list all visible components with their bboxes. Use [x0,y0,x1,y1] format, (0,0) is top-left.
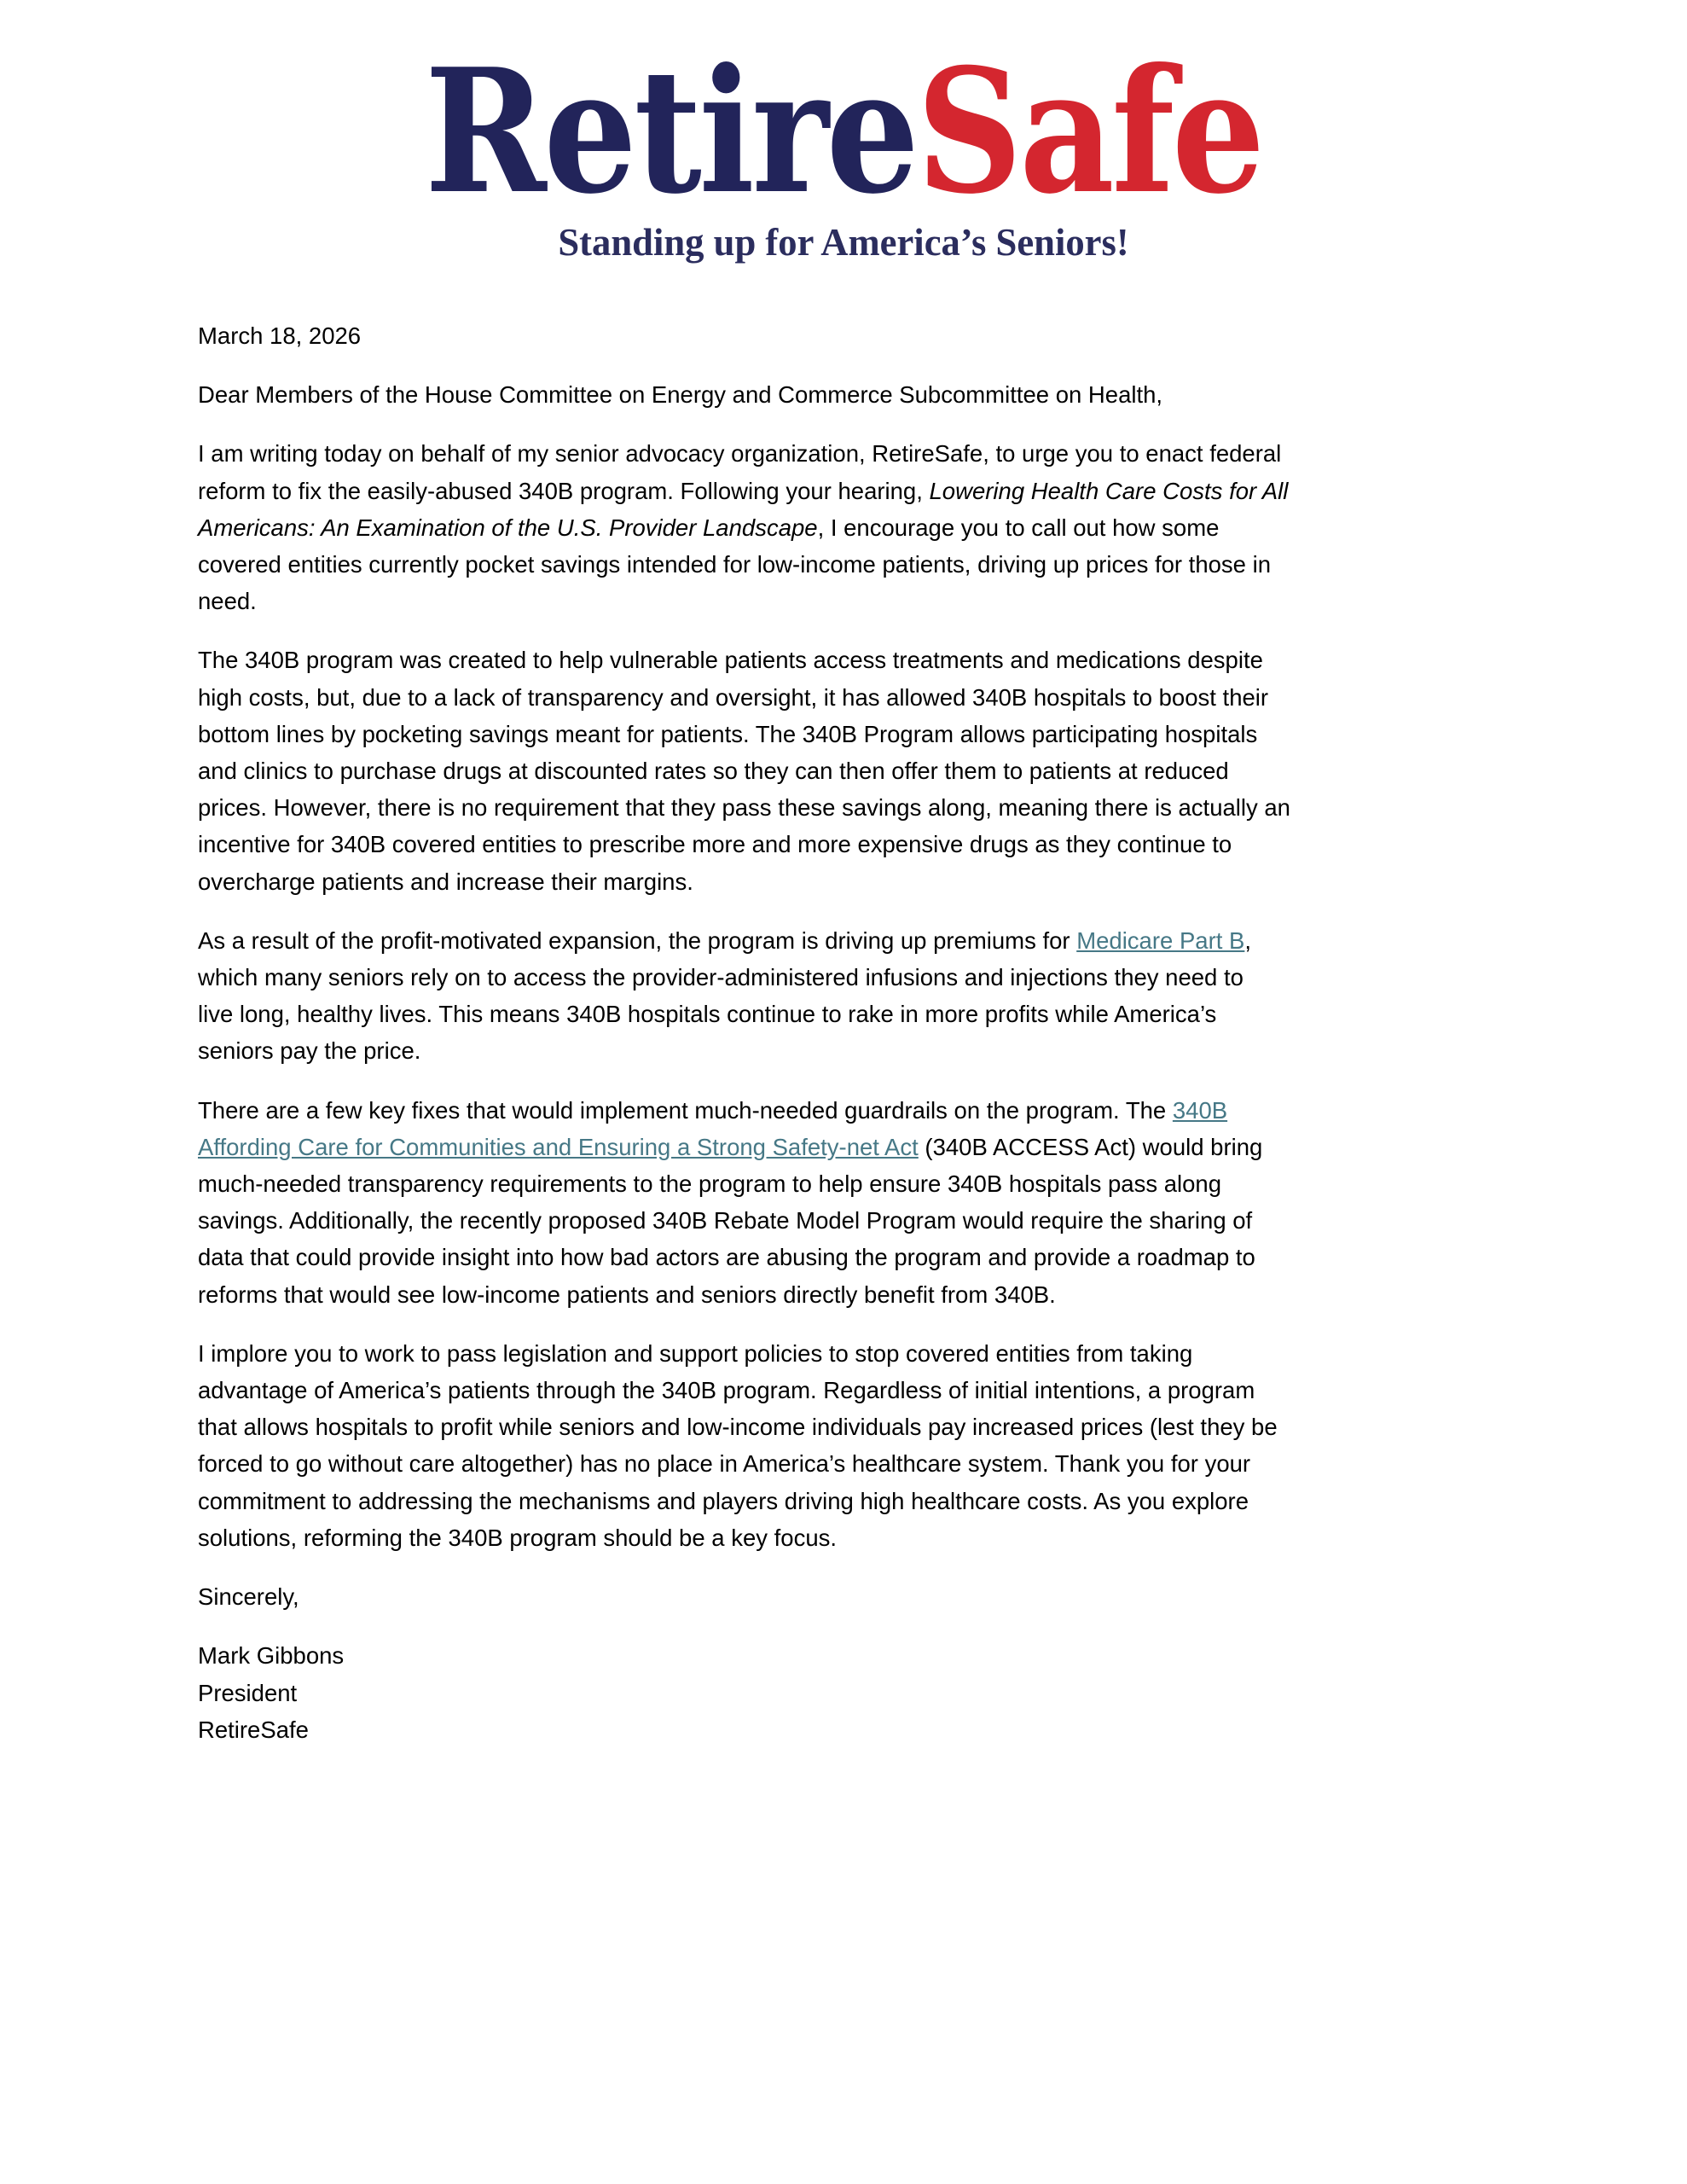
paragraph-line: high costs, but, due to a lack of transparency and oversight, it has allowed 340B hospitals to boost their [198,683,1269,711]
paragraph-5 [198,1335,1528,1556]
hearing-title-italic: Lowering Health Care Costs for All [929,477,1289,504]
paragraph-line: I implore you to work to pass legislation and support policies to stop covered entities from taking [198,1339,1193,1367]
paragraph-3 [198,922,1528,1070]
medicare-part-b-link[interactable]: Medicare Part B [1076,926,1245,954]
340b-access-act-link[interactable]: Affording Care for Communities and Ensuring a Strong Safety-net Act [198,1133,919,1160]
text-run: There are a few key fixes that would implement much-needed guardrails on the program. The [198,1096,1173,1124]
letter-salutation [198,376,1528,413]
paragraph-line: The 340B program was created to help vulnerable patients access treatments and medications despite [198,647,1263,674]
date-text: March 18, 2026 [198,322,362,349]
paragraph-line [198,473,1528,509]
signer-name: Mark Gibbons [198,1642,345,1670]
salutation-text: Dear Members of the House Committee on Energy and Commerce Subcommittee on Health, [198,381,1163,409]
paragraph-line: live long, healthy lives. This means 340B hospitals continue to rake in more profits while America’s [198,1001,1217,1028]
paragraph-line: incentive for 340B covered entities to prescribe more and more expensive drugs as they continue to [198,831,1232,858]
letter-closing [198,1578,1528,1615]
paragraph-line: forced to go without care altogether) has no place in America’s healthcare system. Thank you for your [198,1450,1251,1478]
paragraph-line: bottom lines by pocketing savings meant for patients. The 340B Program allows participating hospitals [198,720,1258,747]
paragraph-line: commitment to addressing the mechanisms and players driving high healthcare costs. As you explore [198,1487,1249,1514]
340b-access-act-link[interactable]: 340B [1172,1096,1228,1124]
paragraph-line: overcharge patients and increase their margins. [198,868,693,895]
paragraph-4 [198,1092,1528,1313]
paragraph-line: solutions, reforming the 340B program should be a key focus. [198,1524,838,1551]
paragraph-line: I am writing today on behalf of my senior advocacy organization, RetireSafe, to urge you to enact federal [198,440,1282,468]
paragraph-line [198,1092,1528,1129]
paragraph-line [198,922,1528,959]
signer-title: President [198,1679,298,1706]
paragraph-1 [198,435,1528,619]
letter-date [198,317,1528,354]
paragraph-line: prices. However, there is no requirement that they pass these savings along, meaning there is actually an [198,794,1290,822]
text-run: , [1244,926,1252,954]
logo-retire: Retire [425,32,917,232]
paragraph-line: seniors pay the price. [198,1037,421,1065]
logo-wordmark [425,32,1262,232]
letter-body [198,317,1528,1770]
paragraph-line: covered entities currently pocket savings intended for low-income patients, driving up prices for those in [198,551,1272,578]
letterhead-logo [0,32,1687,264]
logo-safe: Safe [916,32,1262,232]
signature-block [198,1637,1528,1748]
text-run: (340B ACCESS Act) would bring [918,1133,1263,1160]
paragraph-line: much-needed transparency requirements to the program to help ensure 340B hospitals pass along [198,1170,1222,1198]
paragraph-line [198,509,1528,546]
text-run: reform to fix the easily-abused 340B program. Following your hearing, [198,477,930,504]
paragraph-line: which many seniors rely on to access the provider-administered infusions and injections they need to [198,964,1244,991]
paragraph-line: that allows hospitals to profit while seniors and low-income individuals pay increased prices (lest they be [198,1414,1278,1441]
paragraph-line: need. [198,588,257,615]
signer-organization: RetireSafe [198,1716,309,1743]
text-run: As a result of the profit-motivated expansion, the program is driving up premiums for [198,926,1077,954]
paragraph-line: savings. Additionally, the recently proposed 340B Rebate Model Program would require the sharing of [198,1207,1253,1234]
paragraph-2 [198,642,1528,899]
paragraph-line: reforms that would see low-income patients and seniors directly benefit from 340B. [198,1281,1056,1308]
closing-text: Sincerely, [198,1583,299,1611]
logo-tagline: Standing up for America’s Seniors! [558,220,1129,264]
paragraph-line: advantage of America’s patients through the 340B program. Regardless of initial intentions, a program [198,1377,1255,1404]
paragraph-line: and clinics to purchase drugs at discounted rates so they can then offer them to patients at reduced [198,758,1229,785]
paragraph-line [198,1129,1528,1165]
hearing-title-italic: Americans: An Examination of the U.S. Provider Landscape [198,514,818,541]
text-run: , I encourage you to call out how some [817,514,1220,541]
paragraph-line: data that could provide insight into how bad actors are abusing the program and provide a roadmap to [198,1244,1255,1271]
